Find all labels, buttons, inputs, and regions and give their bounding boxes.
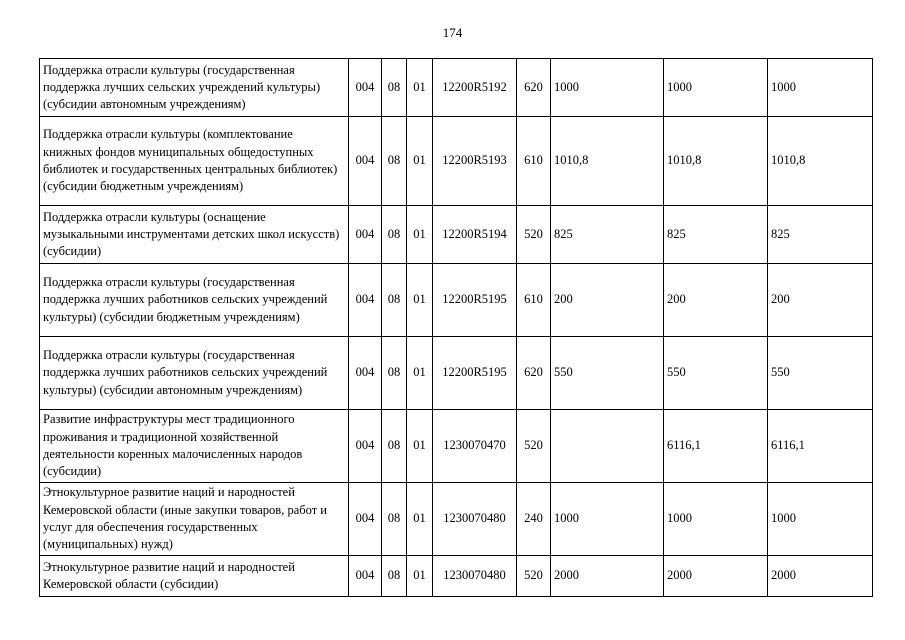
ministry-code: 004 bbox=[349, 556, 382, 597]
table-row bbox=[40, 117, 873, 206]
table-row bbox=[40, 556, 873, 597]
expense-type-code: 520 bbox=[517, 410, 551, 483]
amount-year-2: 825 bbox=[664, 206, 768, 264]
amount-year-1: 2000 bbox=[551, 556, 664, 597]
amount-year-1: 1000 bbox=[551, 483, 664, 556]
target-article-code: 1230070470 bbox=[433, 410, 517, 483]
subsection-code: 01 bbox=[407, 117, 433, 206]
table-row bbox=[40, 483, 873, 556]
table-row bbox=[40, 337, 873, 410]
page-number: 174 bbox=[442, 25, 463, 40]
table-body bbox=[40, 59, 873, 597]
ministry-code: 004 bbox=[349, 410, 382, 483]
amount-year-1: 1000 bbox=[551, 59, 664, 117]
subsection-code: 01 bbox=[407, 337, 433, 410]
amount-year-2: 550 bbox=[664, 337, 768, 410]
amount-year-1: 200 bbox=[551, 264, 664, 337]
expense-type-code: 610 bbox=[517, 117, 551, 206]
target-article-code: 12200R5192 bbox=[433, 59, 517, 117]
budget-item-name: Поддержка отрасли культуры (комплектование книжных фондов муниципальных общедоступных библиотек и государственных центральных библиотек) (субсидии бюджетным учреждениям) bbox=[40, 117, 349, 206]
target-article-code: 1230070480 bbox=[433, 556, 517, 597]
amount-year-3: 2000 bbox=[768, 556, 873, 597]
budget-item-name: Поддержка отрасли культуры (оснащение музыкальными инструментами детских школ искусств) (субсидии) bbox=[40, 206, 349, 264]
budget-item-name: Развитие инфраструктуры мест традиционного проживания и традиционной хозяйственной деятельности коренных малочисленных народов (субсидии) bbox=[40, 410, 349, 483]
table-row bbox=[40, 264, 873, 337]
budget-table bbox=[39, 58, 873, 597]
amount-year-2: 1000 bbox=[664, 59, 768, 117]
subsection-code: 01 bbox=[407, 59, 433, 117]
amount-year-1: 550 bbox=[551, 337, 664, 410]
amount-year-3: 6116,1 bbox=[768, 410, 873, 483]
table-row bbox=[40, 59, 873, 117]
budget-item-name: Этнокультурное развитие наций и народностей Кемеровской области (иные закупки товаров, работ и услуг для обеспечения государственных (муниципальных) нужд) bbox=[40, 483, 349, 556]
section-code: 08 bbox=[382, 483, 407, 556]
subsection-code: 01 bbox=[407, 206, 433, 264]
amount-year-3: 825 bbox=[768, 206, 873, 264]
subsection-code: 01 bbox=[407, 556, 433, 597]
section-code: 08 bbox=[382, 410, 407, 483]
amount-year-2: 2000 bbox=[664, 556, 768, 597]
section-code: 08 bbox=[382, 264, 407, 337]
ministry-code: 004 bbox=[349, 59, 382, 117]
target-article-code: 1230070480 bbox=[433, 483, 517, 556]
expense-type-code: 610 bbox=[517, 264, 551, 337]
ministry-code: 004 bbox=[349, 206, 382, 264]
budget-item-name: Поддержка отрасли культуры (государственная поддержка лучших работников сельских учреждений культуры) (субсидии бюджетным учреждениям) bbox=[40, 264, 349, 337]
expense-type-code: 620 bbox=[517, 59, 551, 117]
amount-year-3: 550 bbox=[768, 337, 873, 410]
amount-year-3: 1010,8 bbox=[768, 117, 873, 206]
amount-year-3: 1000 bbox=[768, 483, 873, 556]
ministry-code: 004 bbox=[349, 117, 382, 206]
expense-type-code: 620 bbox=[517, 337, 551, 410]
expense-type-code: 240 bbox=[517, 483, 551, 556]
ministry-code: 004 bbox=[349, 483, 382, 556]
budget-item-name: Этнокультурное развитие наций и народностей Кемеровской области (субсидии) bbox=[40, 556, 349, 597]
amount-year-1 bbox=[551, 410, 664, 483]
amount-year-2: 200 bbox=[664, 264, 768, 337]
ministry-code: 004 bbox=[349, 337, 382, 410]
amount-year-3: 1000 bbox=[768, 59, 873, 117]
table-row bbox=[40, 206, 873, 264]
table-row bbox=[40, 410, 873, 483]
budget-item-name: Поддержка отрасли культуры (государственная поддержка лучших работников сельских учреждений культуры) (субсидии автономным учреждениям) bbox=[40, 337, 349, 410]
subsection-code: 01 bbox=[407, 410, 433, 483]
budget-item-name: Поддержка отрасли культуры (государственная поддержка лучших сельских учреждений культуры) (субсидии автономным учреждениям) bbox=[40, 59, 349, 117]
subsection-code: 01 bbox=[407, 264, 433, 337]
section-code: 08 bbox=[382, 556, 407, 597]
section-code: 08 bbox=[382, 206, 407, 264]
target-article-code: 12200R5193 bbox=[433, 117, 517, 206]
target-article-code: 12200R5195 bbox=[433, 337, 517, 410]
amount-year-3: 200 bbox=[768, 264, 873, 337]
target-article-code: 12200R5194 bbox=[433, 206, 517, 264]
amount-year-1: 1010,8 bbox=[551, 117, 664, 206]
amount-year-2: 6116,1 bbox=[664, 410, 768, 483]
ministry-code: 004 bbox=[349, 264, 382, 337]
section-code: 08 bbox=[382, 337, 407, 410]
section-code: 08 bbox=[382, 117, 407, 206]
expense-type-code: 520 bbox=[517, 556, 551, 597]
amount-year-1: 825 bbox=[551, 206, 664, 264]
target-article-code: 12200R5195 bbox=[433, 264, 517, 337]
amount-year-2: 1000 bbox=[664, 483, 768, 556]
section-code: 08 bbox=[382, 59, 407, 117]
amount-year-2: 1010,8 bbox=[664, 117, 768, 206]
subsection-code: 01 bbox=[407, 483, 433, 556]
expense-type-code: 520 bbox=[517, 206, 551, 264]
